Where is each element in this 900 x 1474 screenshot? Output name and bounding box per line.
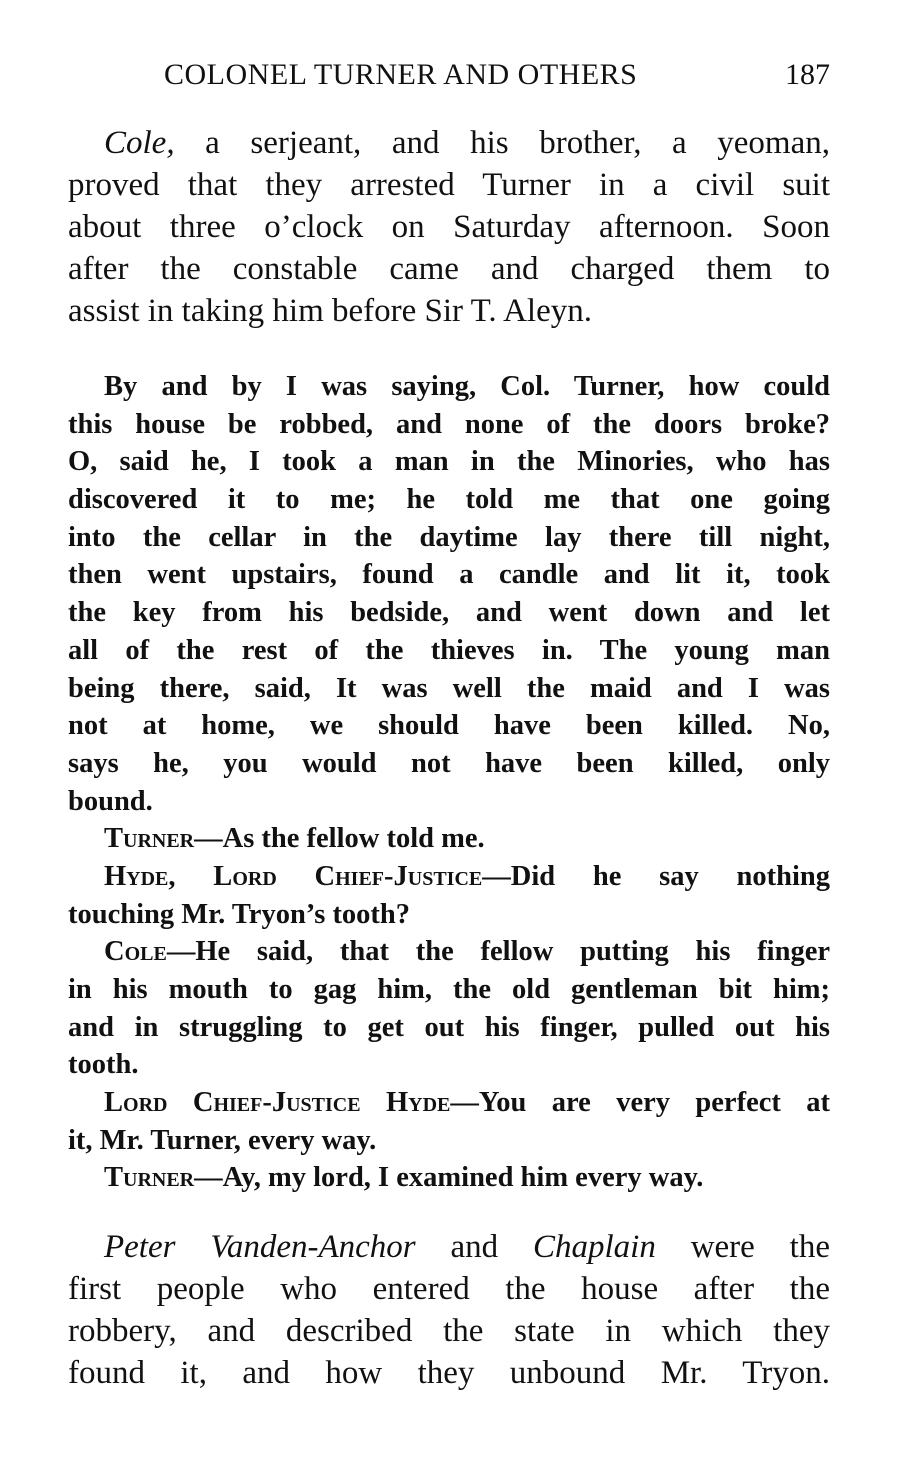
text-line: this house be robbed, and none of the doors broke? xyxy=(68,408,830,440)
text-line: after the constable came and charged them to xyxy=(68,251,830,287)
line-text: were the xyxy=(655,1229,830,1265)
witness-name: Chaplain xyxy=(532,1229,656,1265)
text-line: in his mouth to gag him, the old gentleman bit him; xyxy=(68,974,830,1005)
line-text: a serjeant, and his brother, a yeoman, xyxy=(174,125,830,161)
running-head xyxy=(68,58,830,102)
text-line: By and by I was saying, Col. Turner, how could xyxy=(104,371,830,402)
speaker-name: Cole xyxy=(104,936,167,968)
running-title: COLONEL TURNER AND OTHERS xyxy=(164,58,638,91)
speaker-name: Lord Chief-Justice Hyde xyxy=(104,1087,451,1119)
speaker-name: Turner xyxy=(104,823,195,855)
dialogue-line xyxy=(68,1084,830,1122)
text-line: first people who entered the house after the xyxy=(68,1271,830,1307)
text-line: robbery, and described the state in which they xyxy=(68,1313,830,1349)
line-text: and xyxy=(415,1229,533,1265)
narrative-paragraph-1 xyxy=(68,122,830,332)
transcript-excerpt xyxy=(68,368,830,1197)
text-line: and in struggling to get out his finger, pulled out his xyxy=(68,1011,830,1043)
text-line: not at home, we should have been killed. No, xyxy=(68,710,830,742)
speaker-name: Hyde, Lord Chief-Justice xyxy=(104,860,483,892)
line-text: —He said, that the fellow putting his finger xyxy=(166,936,830,968)
text-line: discovered it to me; he told me that one going xyxy=(68,484,830,516)
text-line: says he, you would not have been killed, only xyxy=(68,747,830,779)
line-text: —You are very perfect at xyxy=(450,1087,831,1119)
line-text: —As the fellow told me. xyxy=(194,823,485,855)
text-line: found it, and how they unbound Mr. Tryon. xyxy=(68,1355,830,1391)
text-line: touching Mr. Tryon’s tooth? xyxy=(68,898,411,930)
text-line: it, Mr. Turner, every way. xyxy=(68,1124,377,1156)
text-line: tooth. xyxy=(68,1049,139,1081)
dialogue-line xyxy=(68,933,830,971)
line-text: —Ay, my lord, I examined him every way. xyxy=(194,1162,704,1194)
text-line: proved that they arrested Turner in a civil suit xyxy=(68,167,830,203)
narrative-paragraph-2 xyxy=(68,1226,830,1394)
dialogue-line xyxy=(68,1159,830,1197)
text-line: then went upstairs, found a candle and lit it, took xyxy=(68,559,830,591)
text-line xyxy=(68,122,830,164)
page-number: 187 xyxy=(785,58,830,91)
witness-name: Peter Vanden-Anchor xyxy=(104,1229,416,1265)
text-line xyxy=(68,1226,830,1268)
text-line: into the cellar in the daytime lay there till night, xyxy=(68,521,830,553)
text-line: all of the rest of the thieves in. The young man xyxy=(68,634,830,666)
text-line: assist in taking him before Sir T. Aleyn. xyxy=(68,293,592,329)
dialogue-line xyxy=(68,858,830,896)
dialogue-line xyxy=(68,820,830,858)
text-line: being there, said, It was well the maid and I was xyxy=(68,672,830,704)
text-line: about three o’clock on Saturday afternoon. Soon xyxy=(68,209,830,245)
text-line: O, said he, I took a man in the Minories, who has xyxy=(68,446,830,478)
line-text: —Did he say nothing xyxy=(482,860,830,892)
witness-name: Cole, xyxy=(104,125,175,161)
text-line: bound. xyxy=(68,785,153,817)
speaker-name: Turner xyxy=(104,1162,195,1194)
text-line: the key from his bedside, and went down and let xyxy=(68,597,830,629)
